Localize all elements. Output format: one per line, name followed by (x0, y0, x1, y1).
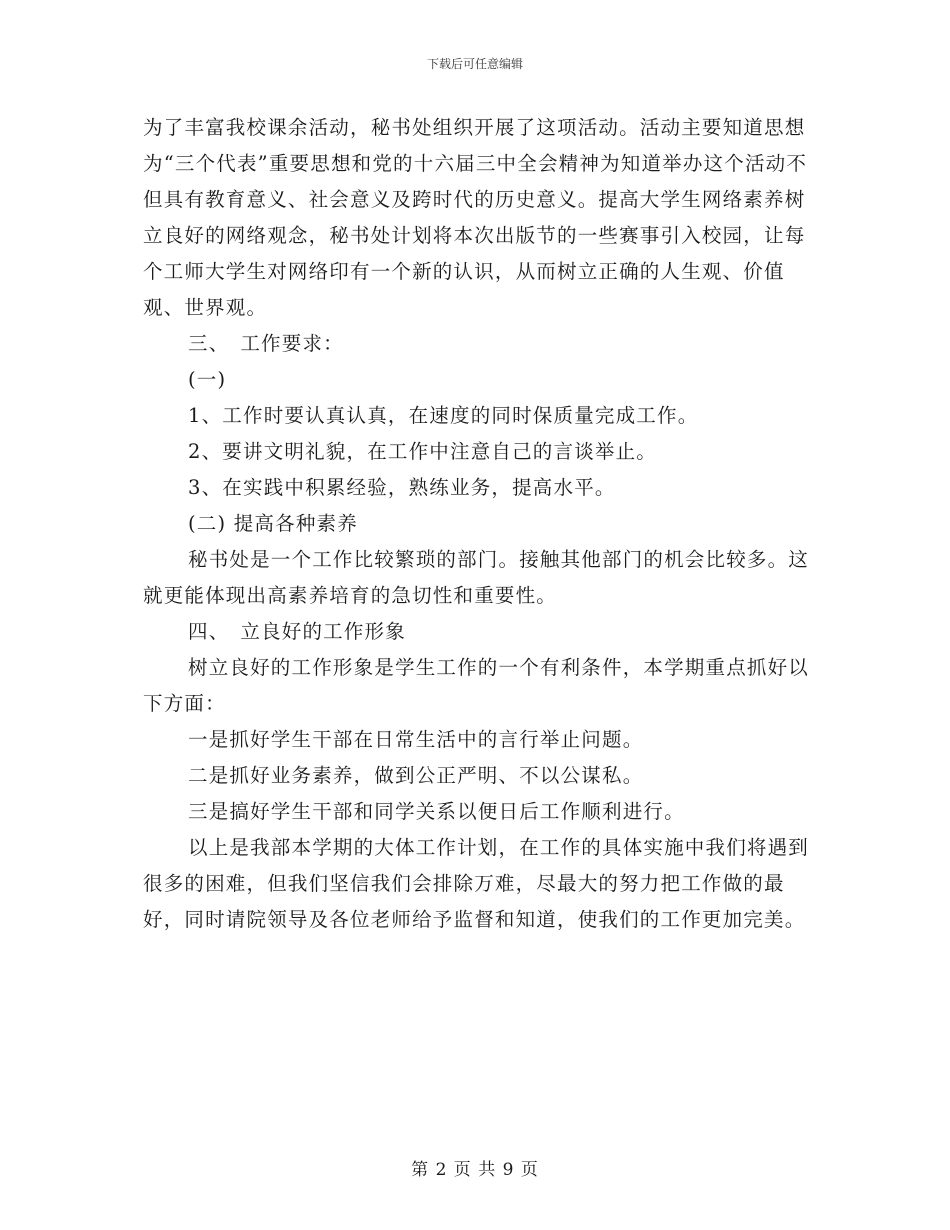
subsection-heading-2: (二) 提高各种素养 (188, 512, 358, 535)
list-item: 2、要讲文明礼貌，在工作中注意自己的言谈举止。 (188, 440, 658, 463)
list-item: 一是抓好学生干部在日常生活中的言行举止问题。 (188, 728, 644, 751)
page-number: 第 2 页 共 9 页 (411, 1160, 539, 1180)
paragraph-secretariat: 秘书处是一个工作比较繁琐的部门。接触其他部门的机会比较多。这就更能体现出高素养培育的急切性和重要性。 (143, 548, 810, 607)
paragraph-intro: 为了丰富我校课余活动，秘书处组织开展了这项活动。活动主要知道思想为“三个代表”重要思想和党的十六届三中全会精神为知道举办这个活动不但具有教育意义、社会意义及跨时代的历史意义。提高大学生网络素养树立良好的网络观念，秘书处计划将本次出版节的一些赛事引入校园，让每个工师大学生对网络印有一个新的认识，从而树立正确的人生观、价值观、世界观。 (143, 116, 808, 319)
subsection-heading-1: (一) (188, 368, 227, 391)
paragraph-conclusion: 以上是我部本学期的大体工作计划，在工作的具体实施中我们将遇到很多的困难，但我们坚信我们会排除万难，尽最大的努力把工作做的最好，同时请院领导及各位老师给予监督和知道，使我们的工作更加完美。 (143, 836, 810, 931)
page-header-note: 下载后可任意编辑 (426, 57, 523, 71)
list-item: 3、在实践中积累经验，熟练业务，提高水平。 (188, 476, 616, 499)
list-item: 三是搞好学生干部和同学关系以便日后工作顺利进行。 (188, 800, 685, 823)
section-heading-image: 四、 立良好的工作形象 (188, 620, 406, 643)
document-body (143, 110, 813, 938)
list-item: 二是抓好业务素养，做到公正严明、不以公谋私。 (188, 764, 644, 787)
list-item: 1、工作时要认真认真，在速度的同时保质量完成工作。 (188, 404, 699, 427)
paragraph-image-intro: 树立良好的工作形象是学生工作的一个有利条件，本学期重点抓好以下方面： (143, 656, 810, 715)
section-heading-requirements: 三、 工作要求： (188, 332, 344, 355)
